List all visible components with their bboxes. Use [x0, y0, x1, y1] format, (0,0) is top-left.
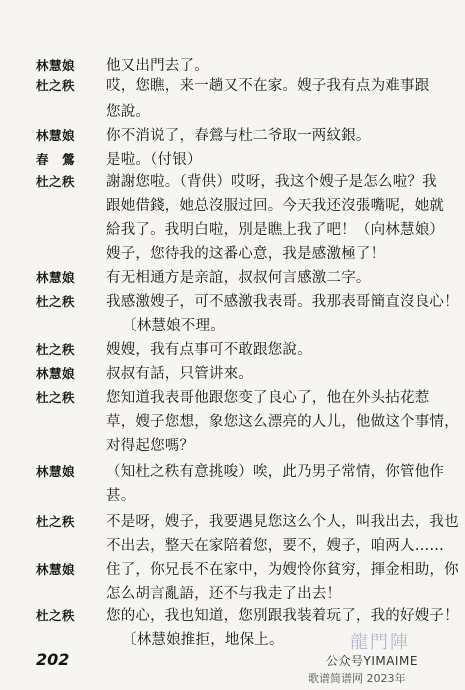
dialogue-line: 嫂嫂，我有点事可不敢跟您說。	[106, 342, 312, 358]
dialogue-line: 怎么胡言亂語，还不与我走了出去！	[106, 586, 342, 602]
dialogue-line: 我感激嫂子，可不感激我表哥。我那表哥簡直沒良心！	[106, 294, 459, 310]
dialogue-line: 他又出門去了。	[106, 58, 209, 74]
speaker-name: 林慧娘	[36, 366, 76, 381]
watermark-logo: 龍門陣	[350, 632, 410, 653]
speaker-name: 杜之秩	[36, 174, 76, 189]
dialogue-line: 不是呀，嫂子，我要遇見您这么个人，叫我出去，我也	[106, 514, 459, 530]
speaker-name: 林慧娘	[36, 58, 76, 73]
speaker-name: 杜之秩	[36, 342, 76, 357]
dialogue-line: 跟她借錢，她总沒服过回。今天我还沒張嘴呢，她就	[106, 198, 445, 214]
speaker-name: 春 鶯	[36, 152, 76, 167]
dialogue-line: （知杜之秩有意挑唆）唉，此乃男子常情，你管他作	[106, 464, 445, 480]
speaker-name: 杜之秩	[36, 294, 76, 309]
dialogue-line: 是啦。（付银）	[106, 152, 202, 168]
stage-direction: 〔林慧娘推拒，地保上。	[122, 632, 284, 648]
dialogue-line: 嫂子，您待我的这番心意，我是感激極了！	[106, 246, 386, 262]
watermark-footer: 歌谱简谱网 2023年	[308, 672, 406, 685]
speaker-name: 杜之秩	[36, 390, 76, 405]
dialogue-line: 叔叔有話，只管讲來。	[106, 366, 253, 382]
speaker-name: 林慧娘	[36, 270, 76, 285]
speaker-name: 杜之秩	[36, 608, 76, 623]
speaker-name: 杜之秩	[36, 514, 76, 529]
dialogue-line: 你不消说了，春鶯与杜二爷取一两紋銀。	[106, 128, 371, 144]
dialogue-line: 您的心，我也知道，您別跟我装着玩了，我的好嫂子！	[106, 608, 459, 624]
dialogue-line: 哎，您瞧，来一趟又不在家。嫂子我有点为难事跟	[106, 78, 430, 94]
dialogue-line: 給我了。我明白啦，別是瞧上我了吧！（向林慧娘）	[106, 222, 445, 238]
dialogue-line: 草，嫂子您想，象您这么漂亮的人儿，他做这个事情，	[106, 414, 459, 430]
dialogue-line: 有无相通方是亲誼，叔叔何言感激二字。	[106, 270, 371, 286]
speaker-name: 林慧娘	[36, 128, 76, 143]
speaker-name: 杜之秩	[36, 78, 76, 93]
dialogue-line: 您知道我表哥他跟您变了良心了，他在外头拈花惹	[106, 390, 430, 406]
dialogue-line: 謝謝您啦。（背供）哎呀，我这个嫂子是怎么啦？我	[106, 174, 437, 190]
dialogue-line: 不出去，整天在家陪着您，要不，嫂子，咱两人……	[106, 538, 445, 554]
stage-direction: 〔林慧娘不理。	[122, 318, 225, 334]
dialogue-line: 住了，你兄長不在家中，为嫂怜你貧穷，揮金相助，你	[106, 562, 459, 578]
dialogue-line: 甚。	[106, 488, 136, 504]
dialogue-line: 您說。	[106, 104, 151, 120]
speaker-name: 林慧娘	[36, 464, 76, 479]
watermark-site: 公众号YIMAIME	[326, 654, 418, 668]
dialogue-line: 对得起您嗎？	[106, 438, 195, 454]
page-number: 202	[36, 650, 70, 669]
speaker-name: 林慧娘	[36, 562, 76, 577]
